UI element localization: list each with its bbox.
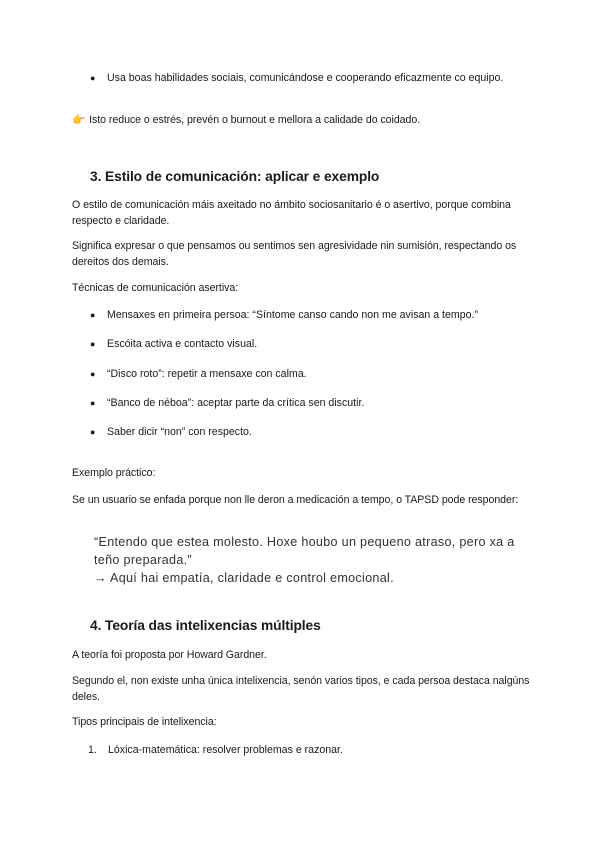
note-text: Isto reduce o estrés, prevén o burnout e mellora a calidade do coidado. [89, 114, 421, 126]
list-item-text: Mensaxes en primeira persoa: “Síntome canso cando non me avisan a tempo.” [107, 309, 478, 321]
paragraph: A teoría foi proposta por Howard Gardner. [72, 649, 267, 661]
list-item [90, 70, 503, 86]
note-paragraph [72, 112, 532, 128]
item-number: 1. [88, 744, 97, 756]
section-heading: 3. Estilo de comunicación: aplicar e exemplo [90, 169, 380, 184]
pointing-hand-icon: 👉 [72, 114, 86, 126]
bullet-icon: ● [90, 369, 96, 379]
numbered-item-text: Lóxica-matemática: resolver problemas e razonar. [108, 744, 343, 756]
paragraph: O estilo de comunicación máis axeitado no ámbito sociosanitario é o asertivo, porque combina respecto e claridade. [72, 199, 511, 227]
paragraph: Tipos principais de intelixencia: [72, 716, 217, 728]
bullet-icon: ● [90, 310, 96, 320]
paragraph: Segundo el, non existe unha única intelixencia, senón varios tipos, e cada persoa destaca nalgúns deles. [72, 675, 530, 703]
bullet-icon: ● [90, 339, 96, 349]
paragraph: Se un usuario se enfada porque non lle deron a medicación a tempo, o TAPSD pode responder: [72, 494, 519, 506]
section-heading: 4. Teoría das intelixencias múltiples [90, 618, 321, 633]
bullet-icon: ● [90, 73, 96, 83]
paragraph: Técnicas de comunicación asertiva: [72, 282, 239, 294]
bullet-icon: ● [90, 427, 96, 437]
numbered-item [88, 742, 343, 758]
example-conclusion: → Aquí hai empatía, claridade e control emocional. [94, 571, 394, 585]
list-item [90, 366, 307, 382]
paragraph: Significa expresar o que pensamos ou sentimos sen agresividade nin sumisión, respectando os dereitos dos demais. [72, 240, 517, 268]
paragraph: Exemplo práctico: [72, 467, 156, 479]
list-item-text: “Disco roto”: repetir a mensaxe con calma. [107, 368, 307, 380]
list-item [90, 307, 478, 323]
list-item-text: Escóita activa e contacto visual. [107, 338, 258, 350]
list-item [90, 395, 364, 411]
list-item-text: “Banco de néboa”: aceptar parte da crítica sen discutir. [107, 397, 365, 409]
bullet-icon: ● [90, 398, 96, 408]
list-item [90, 336, 257, 352]
list-item [90, 424, 252, 440]
example-quote: “Entendo que estea molesto. Hoxe houbo un pequeno atraso, pero xa a teño preparada.” [94, 535, 515, 567]
list-item-text: Usa boas habilidades sociais, comunicándose e cooperando eficazmente co equipo. [107, 72, 504, 84]
list-item-text: Saber dicir “non” con respecto. [107, 426, 252, 438]
